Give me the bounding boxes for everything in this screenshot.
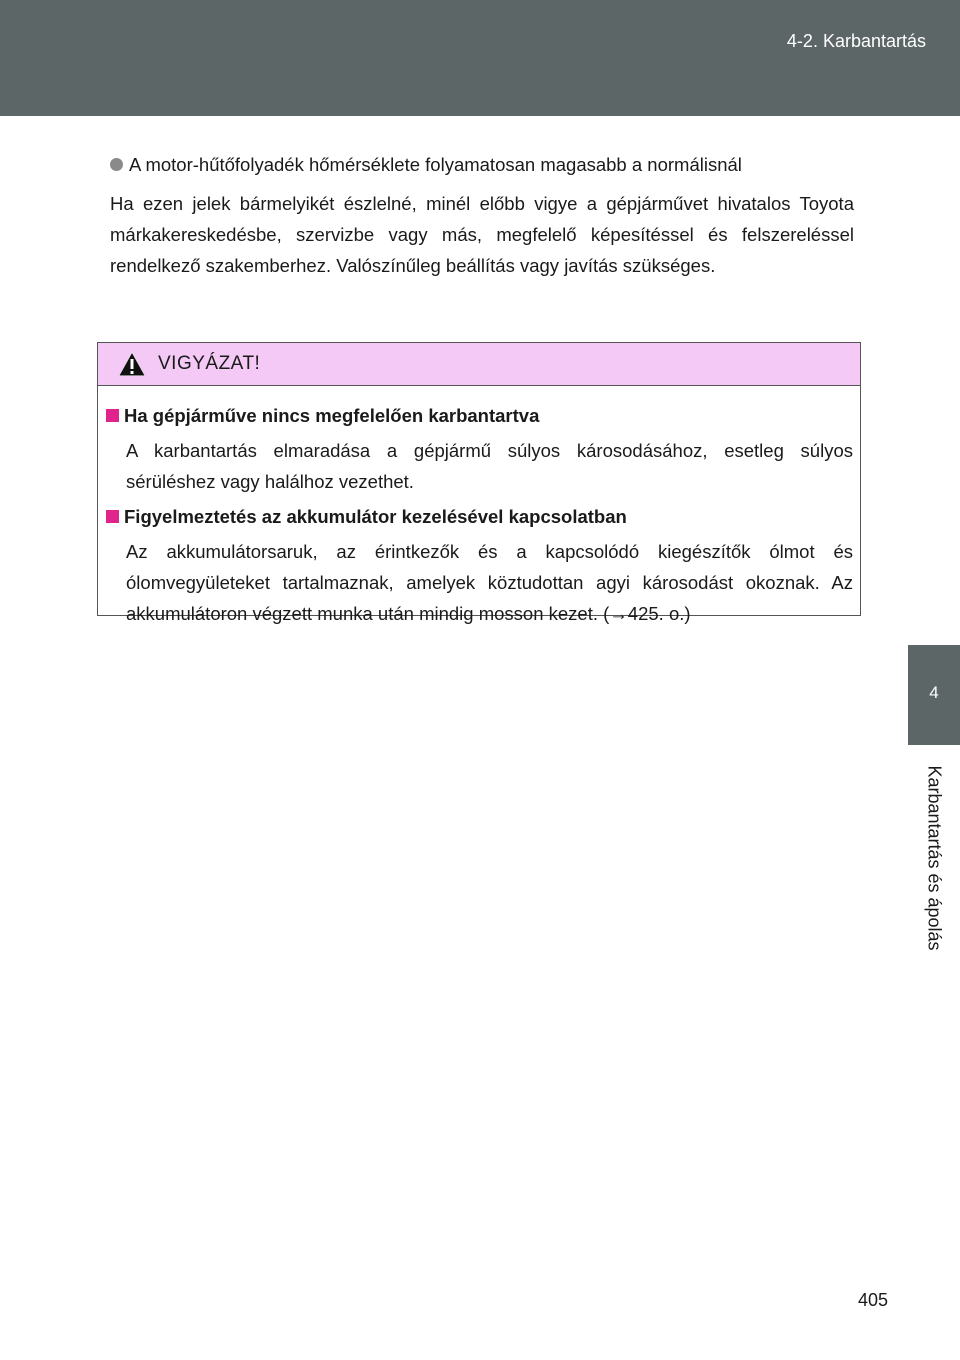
header-bar (0, 0, 960, 116)
body-paragraph: Ha ezen jelek bármelyikét észlelné, minél előbb vigye a gépjárművet hivatalos Toyota márkakereskedésbe, szervizbe vagy más, megfelelő képesítéssel és felszereléssel rendelkező szakemberhez. Valószínűleg beállítás vagy javítás szükséges. (110, 193, 854, 276)
section-title: 4-2. Karbantartás (786, 31, 926, 51)
bullet-text: A motor-hűtőfolyadék hőmérséklete folyamatosan magasabb a normálisnál (129, 154, 742, 175)
square-bullet-icon (106, 409, 119, 422)
bullet-item (110, 153, 742, 177)
warning-icon (118, 351, 146, 377)
page-number: 405 (857, 1290, 888, 1310)
caution-box (97, 342, 861, 624)
square-bullet-icon (106, 510, 119, 523)
caution-item-text: Az akkumulátorsaruk, az érintkezők és a kapcsolódó kiegészítők ólmot és ólomvegyületeket tartalmaznak, amelyek köztudottan agyi károsodást okoznak. Az akkumulátoron végzett munka után mindig mosson kezet. (→425. o.) (126, 541, 853, 624)
caution-header (98, 343, 860, 386)
round-bullet-icon (110, 158, 123, 171)
chapter-label: Karbantartás és ápolás (924, 765, 945, 951)
caution-item-heading: Figyelmeztetés az akkumulátor kezelésével kapcsolatban (106, 505, 627, 529)
caution-title: VIGYÁZAT! (158, 353, 261, 374)
chapter-tab (908, 645, 960, 745)
caution-item-heading: Ha gépjárműve nincs megfelelően karbantartva (106, 404, 539, 428)
chapter-number: 4 (929, 683, 939, 702)
caution-item-text: A karbantartás elmaradása a gépjármű súlyos károsodásához, esetleg súlyos sérüléshez vagy halálhoz vezethet. (126, 440, 853, 492)
